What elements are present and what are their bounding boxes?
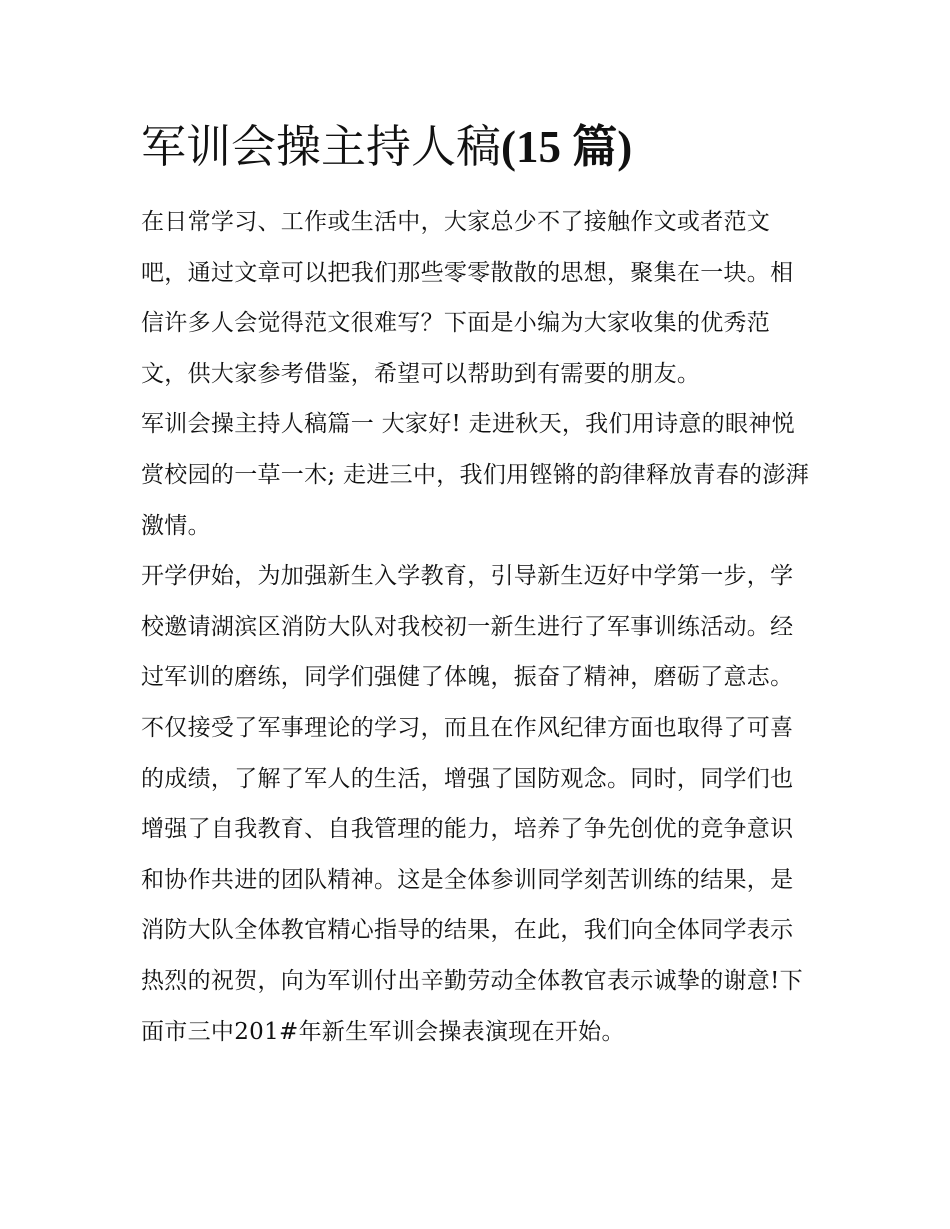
title-main: 军训会操主持人稿: [141, 120, 502, 173]
document-body: [141, 197, 813, 1057]
title-suffix: (15 篇): [501, 122, 633, 172]
document-title: [141, 112, 813, 182]
document-page: [141, 112, 813, 1057]
paragraph-main: 开学伊始，为加强新生入学教育，引导新生迈好中学第一步，学校邀请湖滨区消防大队对我校初一新生进行了军事训练活动。经过军训的磨练，同学们强健了体魄，振奋了精神，磨砺了意志。不仅接受了军事理论的学习，而且在作风纪律方面也取得了可喜的成绩，了解了军人的生活，增强了国防观念。同时，同学们也增强了自我教育、自我管理的能力，培养了争先创优的竞争意识和协作共进的团队精神。这是全体参训同学刻苦训练的结果，是消防大队全体教官精心指导的结果，在此，我们向全体同学表示热烈的祝贺，向为军训付出辛勤劳动全体教官表示诚挚的谢意!下面市三中201#年新生军训会操表演现在开始。: [141, 563, 803, 1045]
paragraph-intro: 在日常学习、工作或生活中，大家总少不了接触作文或者范文吧，通过文章可以把我们那些零零散散的思想，聚集在一块。相信许多人会觉得范文很难写？下面是小编为大家收集的优秀范文，供大家参考借鉴，希望可以帮助到有需要的朋友。: [141, 209, 794, 387]
paragraph-greeting: 军训会操主持人稿篇一 大家好! 走进秋天，我们用诗意的眼神悦赏校园的一草一木; 走进三中，我们用铿锵的韵律释放青春的澎湃激情。: [141, 411, 810, 539]
